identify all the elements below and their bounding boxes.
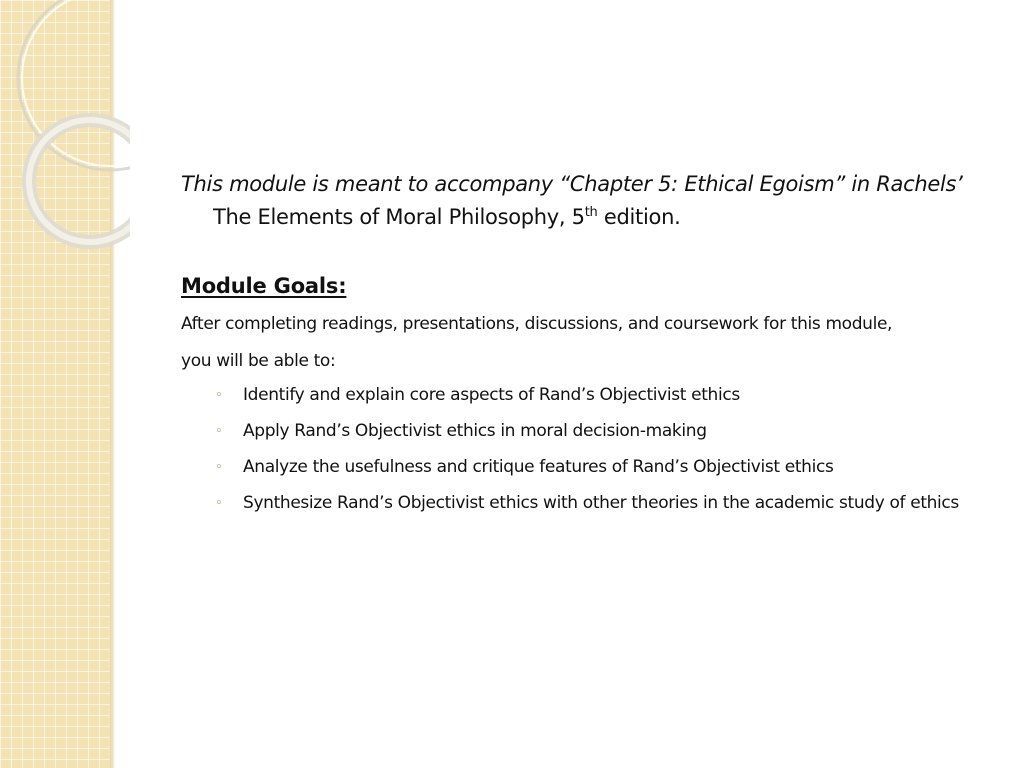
list-item: [181, 454, 1001, 481]
book-title: The Elements of Moral Philosophy, 5: [213, 205, 585, 229]
open-circle-bullet-icon: ◦: [215, 460, 223, 475]
open-circle-bullet-icon: ◦: [215, 424, 223, 439]
book-title-line: [181, 201, 1001, 234]
goals-lead-line-1: After completing readings, presentations, discussions, and coursework for this module,: [181, 314, 893, 334]
open-circle-bullet-icon: ◦: [215, 388, 223, 403]
small-ring-highlight-icon: [29, 120, 130, 242]
list-item: [181, 490, 1001, 517]
intro-paragraph: [181, 168, 1001, 234]
list-item: [181, 418, 1001, 445]
goal-text: Synthesize Rand’s Objectivist ethics with other theories in the academic study of ethics: [243, 493, 959, 513]
goal-text: Analyze the usefulness and critique features of Rand’s Objectivist ethics: [243, 457, 834, 477]
module-goals-heading: Module Goals:: [181, 274, 347, 298]
edition-superscript: th: [584, 205, 598, 220]
goal-text: Identify and explain core aspects of Rand’s Objectivist ethics: [243, 385, 740, 405]
edition-suffix: edition.: [597, 205, 681, 229]
decorative-rings-icon: [0, 0, 130, 260]
slide-content: [181, 168, 1001, 526]
list-item: [181, 382, 1001, 409]
open-circle-bullet-icon: ◦: [215, 496, 223, 511]
goals-lead-line-2: you will be able to:: [181, 351, 336, 371]
goals-list: [181, 382, 1001, 517]
goals-lead-text: [181, 306, 1001, 380]
goal-text: Apply Rand’s Objectivist ethics in moral decision-making: [243, 421, 707, 441]
intro-italic-text: This module is meant to accompany “Chapter 5: Ethical Egoism” in Rachels’: [181, 172, 963, 196]
